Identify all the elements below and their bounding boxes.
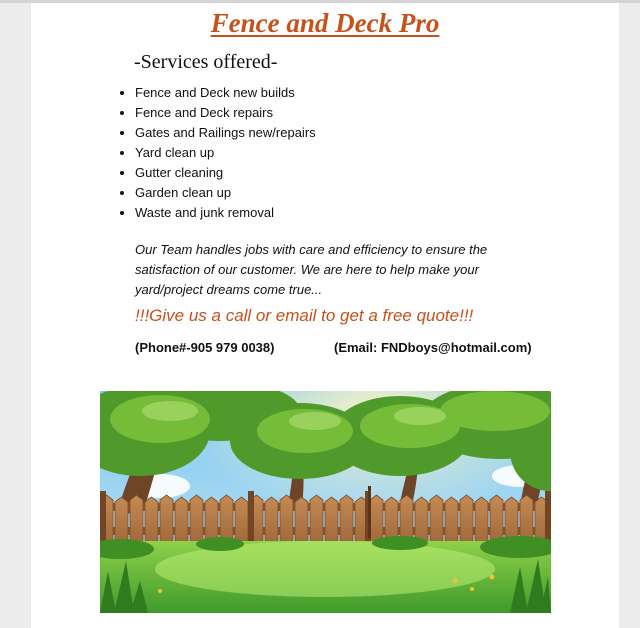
service-item: • Fence and Deck repairs (135, 103, 316, 123)
service-item: • Waste and junk removal (135, 203, 316, 223)
service-item: • Garden clean up (135, 183, 316, 203)
call-to-action: !!!Give us a call or email to get a free quote!!! (135, 306, 474, 325)
email-contact: (Email: FNDboys@hotmail.com) (334, 340, 532, 355)
services-heading: -Services offered- (134, 51, 278, 73)
flyer-title: Fence and Deck Pro (210, 8, 440, 38)
service-item: • Gates and Railings new/repairs (135, 123, 316, 143)
service-item: • Fence and Deck new builds (135, 83, 316, 103)
team-description: Our Team handles jobs with care and efficiency to ensure the satisfaction of our customer. We are here to help make your yard/project dreams come true... (135, 242, 488, 297)
services-list (101, 83, 316, 223)
service-item: • Gutter cleaning (135, 163, 316, 183)
service-item: • Yard clean up (135, 143, 316, 163)
document-page (31, 3, 619, 628)
phone-contact: (Phone#-905 979 0038) (135, 340, 275, 355)
backyard-illustration (100, 391, 551, 613)
